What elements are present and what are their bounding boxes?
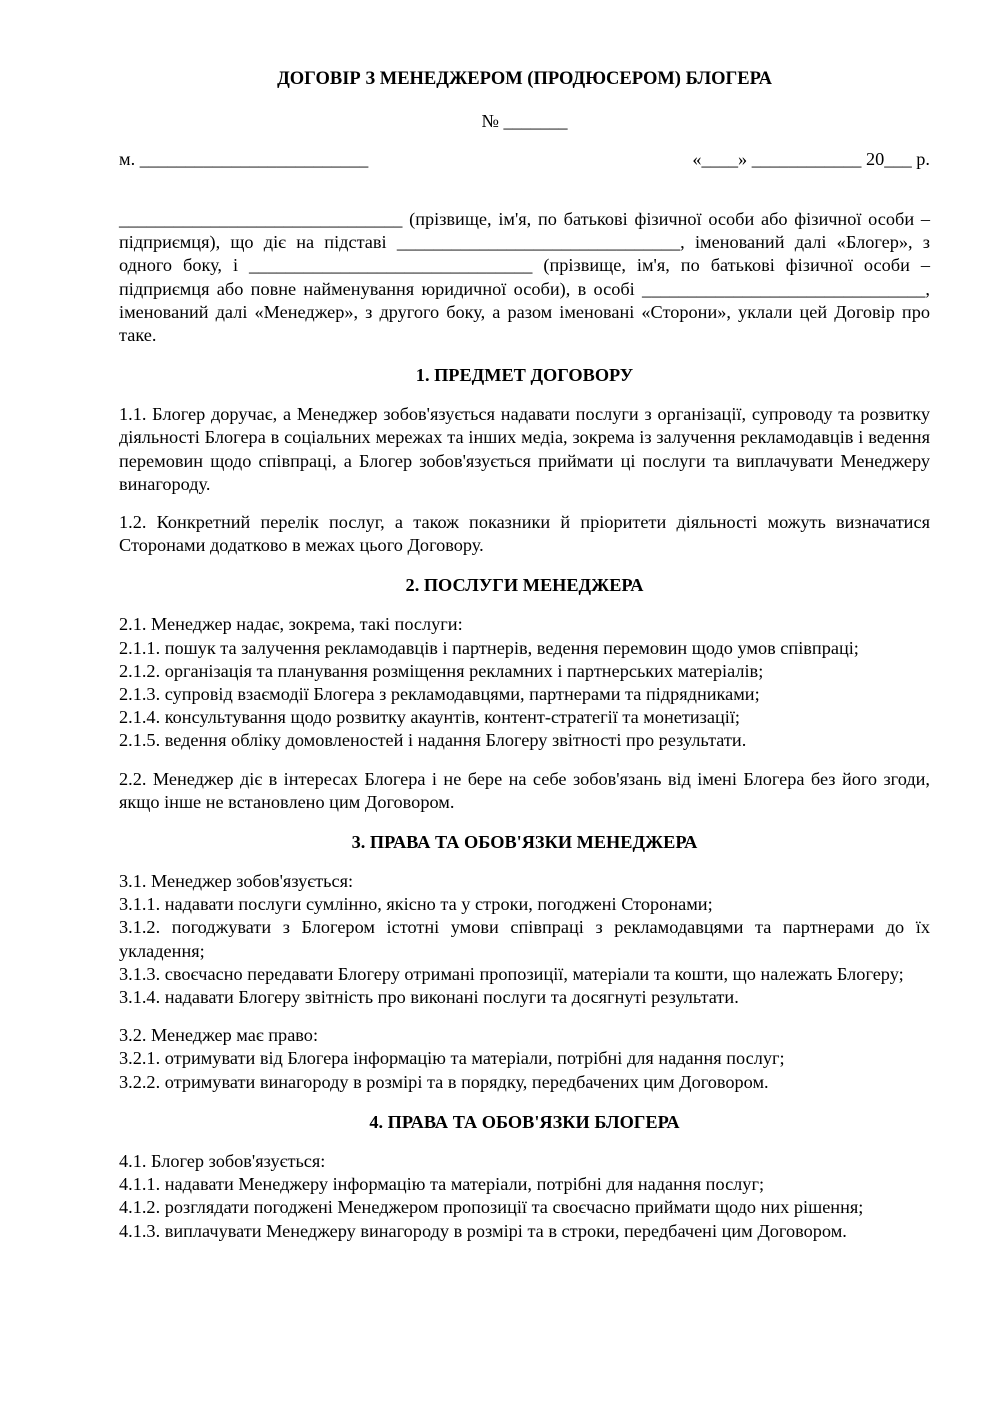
list-item: 3.2.1. отримувати від Блогера інформацію та матеріали, потрібні для надання послуг; xyxy=(119,1048,785,1069)
list-item: 3.1.2. погоджувати з Блогером істотні умови співпраці з рекламодавцями та партнерами до їх укладення; xyxy=(119,917,930,961)
clause-4-1: 4.1. Блогер зобов'язується: xyxy=(119,1150,326,1171)
city-field: м. _________________________ xyxy=(119,149,369,169)
clause-1-2: 1.2. Конкретний перелік послуг, а також показники й пріоритети діяльності можуть визначатися Сторонами додатково в межах цього Договору. xyxy=(119,512,930,556)
section-heading-3: 3. ПРАВА ТА ОБОВ'ЯЗКИ МЕНЕДЖЕРА xyxy=(351,832,698,853)
section-heading-1: 1. ПРЕДМЕТ ДОГОВОРУ xyxy=(415,365,634,386)
list-item: 2.1.3. супровід взаємодії Блогера з рекламодавцями, партнерами та підрядниками; xyxy=(119,684,760,705)
clause-3-2: 3.2. Менеджер має право: xyxy=(119,1025,319,1046)
contract-number: № _______ xyxy=(481,111,568,131)
clause-1-1: 1.1. Блогер доручає, а Менеджер зобов'язується надавати послуги з організації, супроводу та розвитку діяльності Блогера в соціальних мережах та інших медіа, зокрема із залучення рекламодавців і ведення перемовин щодо співпраці, а Блогер зобов'язується приймати ці послуги та виплачувати Менеджеру винагороду. xyxy=(119,404,930,494)
list-item: 4.1.3. виплачувати Менеджеру винагороду в розмірі та в строки, передбачені цим Договором. xyxy=(119,1220,847,1241)
document-title: ДОГОВІР З МЕНЕДЖЕРОМ (ПРОДЮСЕРОМ) БЛОГЕРА xyxy=(277,69,772,89)
parties-paragraph: _______________________________ (прізвище, ім'я, по батькові фізичної особи або фізичної особи – підприємця), що діє на підставі _______________________________, іменований далі «Блогер», з одного боку, і _______________________________ (прізвище, ім'я, по батькові фізичної особи – підприємця або повне найменування юридичної особи), в особі _______________________________, іменований далі «Менеджер», з другого боку, а разом іменовані «Сторони», уклали цей Договір про таке. xyxy=(119,209,930,346)
section-heading-2: 2. ПОСЛУГИ МЕНЕДЖЕРА xyxy=(405,575,644,596)
section-heading-4: 4. ПРАВА ТА ОБОВ'ЯЗКИ БЛОГЕРА xyxy=(369,1111,680,1132)
clause-2-2: 2.2. Менеджер діє в інтересах Блогера і не бере на себе зобов'язань від імені Блогера без його згоди, якщо інше не встановлено цим Договором. xyxy=(119,768,930,812)
list-item: 4.1.1. надавати Менеджеру інформацію та матеріали, потрібні для надання послуг; xyxy=(119,1174,765,1195)
list-item: 3.1.3. своєчасно передавати Блогеру отримані пропозиції, матеріали та кошти, що належать Блогеру; xyxy=(119,963,904,984)
list-item: 3.1.1. надавати послуги сумлінно, якісно та у строки, погоджені Сторонами; xyxy=(119,894,713,915)
list-item: 2.1.2. організація та планування розміщення рекламних і партнерських матеріалів; xyxy=(119,660,764,681)
clause-2-1: 2.1. Менеджер надає, зокрема, такі послуги: xyxy=(119,614,463,635)
list-item: 3.1.4. надавати Блогеру звітність про виконані послуги та досягнуті результати. xyxy=(119,987,739,1008)
list-item: 2.1.4. консультування щодо розвитку акаунтів, контент-стратегії та монетизації; xyxy=(119,707,741,728)
clause-3-1: 3.1. Менеджер зобов'язується: xyxy=(119,871,354,892)
list-item: 2.1.5. ведення обліку домовленостей і надання Блогеру звітності про результати. xyxy=(119,730,747,751)
list-item: 4.1.2. розглядати погоджені Менеджером пропозиції та своєчасно приймати щодо них рішення; xyxy=(119,1197,864,1218)
list-item: 2.1.1. пошук та залучення рекламодавців і партнерів, ведення перемовин щодо умов співпраці; xyxy=(119,637,859,658)
place-date-row xyxy=(119,146,930,172)
list-item: 3.2.2. отримувати винагороду в розмірі та в порядку, передбачених цим Договором. xyxy=(119,1071,769,1092)
date-field: «____» ____________ 20___ р. xyxy=(692,149,930,169)
